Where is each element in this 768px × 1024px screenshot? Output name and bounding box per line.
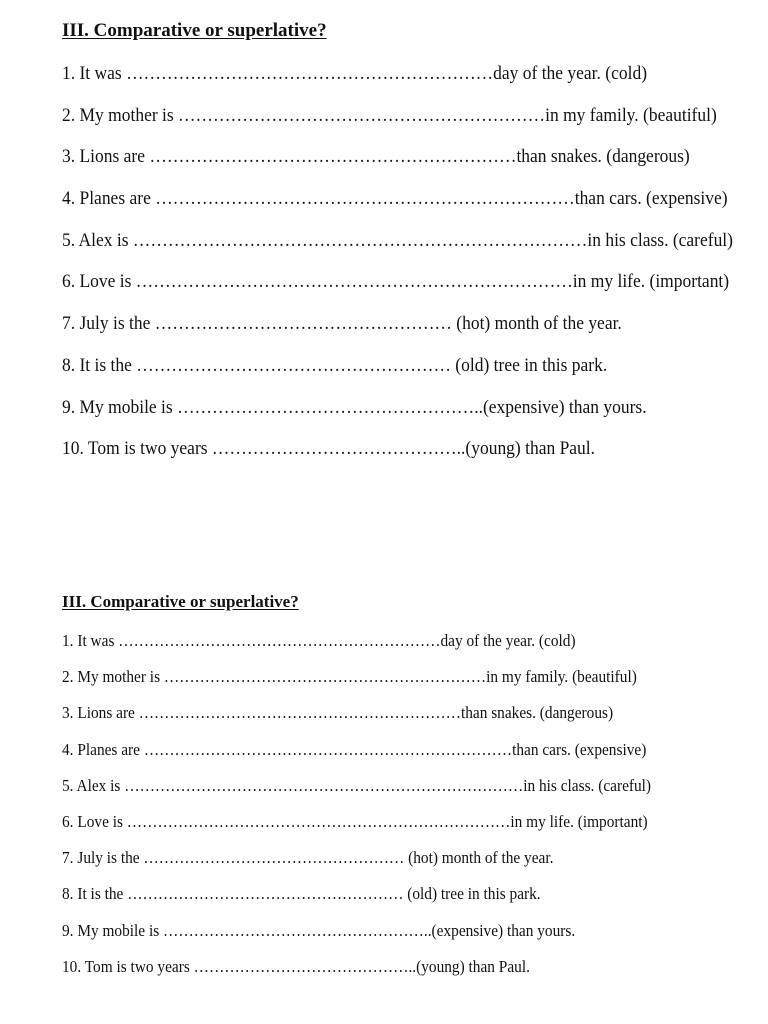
exercise-item: 5. Alex is ……………………………………………………………………in his class. (careful) bbox=[62, 775, 652, 795]
exercise-item: 9. My mobile is ……………………………………………..(expensive) than yours. bbox=[62, 920, 576, 940]
exercise-item: 3. Lions are ………………………………………………………than snakes. (dangerous) bbox=[62, 703, 614, 723]
exercise-item: 5. Alex is ……………………………………………………………………in his class. (careful) bbox=[62, 229, 733, 251]
exercise-list bbox=[62, 630, 742, 992]
exercise-item: 6. Love is …………………………………………………………………in my life. (important) bbox=[62, 271, 730, 293]
exercise-item: 2. My mother is ………………………………………………………in my family. (beautiful) bbox=[62, 104, 717, 126]
exercise-item: 8. It is the ……………………………………………… (old) tree in this park. bbox=[62, 354, 608, 376]
exercise-item: 6. Love is …………………………………………………………………in my life. (important) bbox=[62, 811, 648, 831]
exercise-list bbox=[62, 62, 742, 479]
worksheet-top bbox=[62, 18, 742, 479]
exercise-item: 8. It is the ……………………………………………… (old) tree in this park. bbox=[62, 884, 541, 904]
exercise-item: 3. Lions are ………………………………………………………than snakes. (dangerous) bbox=[62, 146, 690, 168]
exercise-item: 10. Tom is two years ……………………………………..(young) than Paul. bbox=[62, 438, 596, 460]
exercise-item: 4. Planes are ………………………………………………………………than cars. (expensive) bbox=[62, 739, 647, 759]
exercise-item: 9. My mobile is ……………………………………………..(expensive) than yours. bbox=[62, 396, 647, 418]
exercise-item: 7. July is the …………………………………………… (hot) month of the year. bbox=[62, 313, 622, 335]
exercise-item: 4. Planes are ………………………………………………………………than cars. (expensive) bbox=[62, 188, 728, 210]
worksheet-heading: III. Comparative or superlative? bbox=[62, 20, 327, 41]
exercise-item: 10. Tom is two years ……………………………………..(young) than Paul. bbox=[62, 956, 530, 976]
exercise-item: 1. It was ………………………………………………………day of the year. (cold) bbox=[62, 63, 648, 84]
exercise-item: 1. It was ………………………………………………………day of the year. (cold) bbox=[62, 631, 576, 650]
exercise-item: 2. My mother is ………………………………………………………in my family. (beautiful) bbox=[62, 667, 637, 687]
worksheet-bottom bbox=[62, 590, 742, 992]
exercise-item: 7. July is the …………………………………………… (hot) month of the year. bbox=[62, 848, 554, 868]
worksheet-heading: III. Comparative or superlative? bbox=[62, 592, 299, 611]
